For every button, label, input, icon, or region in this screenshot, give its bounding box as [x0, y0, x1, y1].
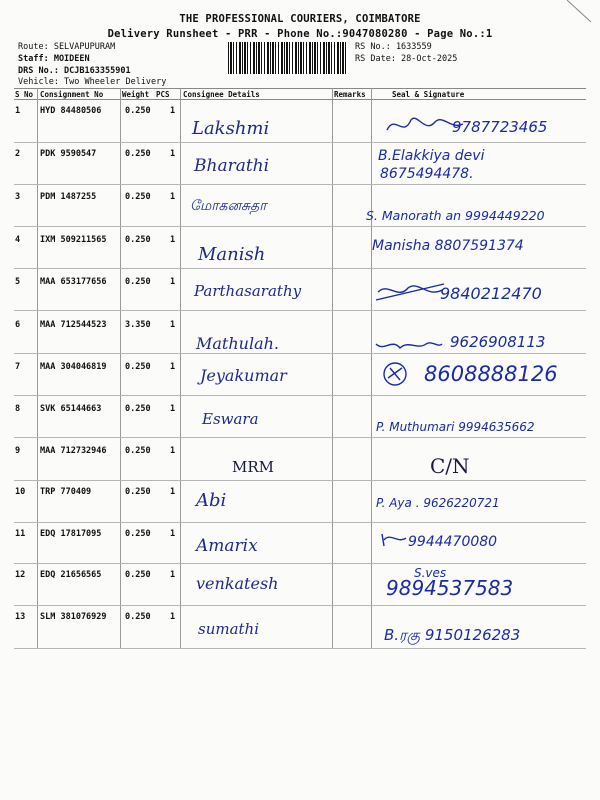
- col-seal: Seal & Signature: [392, 90, 465, 99]
- signature-text: P. Aya . 9626220721: [376, 496, 500, 510]
- cell-consignment: MAA 304046819: [40, 362, 107, 372]
- divider: [180, 88, 181, 648]
- consignee-name: மோகனசுதா: [190, 198, 267, 214]
- signature-phone: 8675494478.: [380, 166, 474, 182]
- cell-pcs: 1: [170, 487, 176, 497]
- row-divider: [14, 268, 586, 269]
- row-divider: [14, 437, 586, 438]
- table-bottom-border: [14, 648, 586, 649]
- row-divider: [14, 184, 586, 185]
- cell-pcs: 1: [170, 149, 176, 159]
- cell-pcs: 1: [170, 404, 176, 414]
- cell-sno: 2: [15, 149, 21, 159]
- cell-pcs: 1: [170, 277, 176, 287]
- corner-mark-icon: [565, 0, 595, 24]
- signature-scribble-icon: [374, 280, 446, 304]
- signature-text: S. Manorath an 9994449220: [366, 208, 545, 223]
- cell-consignment: TRP 770409: [40, 487, 92, 497]
- consignee-name: MRM: [232, 458, 275, 476]
- staff-label: Staff: MOIDEEN: [18, 54, 90, 64]
- consignee-name: Jeyakumar: [200, 366, 287, 385]
- col-sno: S No: [15, 90, 34, 99]
- cell-pcs: 1: [170, 570, 176, 580]
- cell-consignment: IXM 509211565: [40, 235, 107, 245]
- header-bottom-border: [14, 99, 586, 100]
- divider: [37, 88, 38, 648]
- cell-pcs: 1: [170, 192, 176, 202]
- cell-sno: 10: [15, 487, 26, 497]
- cell-sno: 7: [15, 362, 21, 372]
- divider: [371, 88, 372, 648]
- row-divider: [14, 563, 586, 564]
- row-divider: [14, 310, 586, 311]
- consignee-name: sumathi: [198, 620, 260, 638]
- rs-date: RS Date: 28-Oct-2025: [355, 54, 458, 64]
- cell-weight: 0.250: [125, 277, 151, 287]
- signature-text: 9944470080: [408, 534, 498, 550]
- col-consignee: Consignee Details: [183, 90, 260, 99]
- cell-pcs: 1: [170, 106, 176, 116]
- rs-number: RS No.: 1633559: [355, 42, 432, 52]
- cell-sno: 3: [15, 192, 21, 202]
- col-pcs: PCS: [156, 90, 170, 99]
- cell-pcs: 1: [170, 529, 176, 539]
- stamp-seal-icon: [380, 360, 410, 388]
- consignee-name: Abi: [196, 490, 227, 511]
- row-divider: [14, 226, 586, 227]
- col-remarks: Remarks: [334, 90, 366, 99]
- row-divider: [14, 605, 586, 606]
- signature-text: S.ves: [414, 566, 447, 580]
- signature-scribble-icon: [378, 530, 408, 550]
- row-divider: [14, 480, 586, 481]
- cell-consignment: PDM 1487255: [40, 192, 97, 202]
- divider: [332, 88, 333, 648]
- col-weight: Weight: [122, 90, 150, 99]
- consignee-name: Manish: [198, 244, 266, 265]
- cell-pcs: 1: [170, 612, 176, 622]
- consignee-name: Lakshmi: [192, 118, 270, 139]
- cell-consignment: MAA 653177656: [40, 277, 107, 287]
- signature-scribble-icon: [374, 336, 444, 354]
- drs-label: DRS No.: DCJB163355901: [18, 66, 131, 76]
- cell-pcs: 1: [170, 446, 176, 456]
- vehicle-label: Vehicle: Two Wheeler Delivery: [18, 77, 167, 87]
- cell-consignment: EDQ 21656565: [40, 570, 102, 580]
- cell-weight: 3.350: [125, 320, 151, 330]
- signature-phone: 9894537583: [386, 576, 514, 600]
- runsheet-subtitle: Delivery Runsheet - PRR - Phone No.:9047080280 - Page No.:1: [107, 28, 493, 40]
- signature-text: 9626908113: [450, 333, 546, 351]
- cell-weight: 0.250: [125, 446, 151, 456]
- cell-consignment: MAA 712732946: [40, 446, 107, 456]
- cell-weight: 0.250: [125, 235, 151, 245]
- consignee-name: Amarix: [196, 536, 258, 556]
- cell-sno: 11: [15, 529, 26, 539]
- consignee-name: Parthasarathy: [194, 282, 302, 300]
- cell-pcs: 1: [170, 362, 176, 372]
- row-divider: [14, 353, 586, 354]
- cell-sno: 13: [15, 612, 26, 622]
- cell-sno: 6: [15, 320, 21, 330]
- cell-consignment: SLM 381076929: [40, 612, 107, 622]
- cell-sno: 5: [15, 277, 21, 287]
- route-label: Route: SELVAPUPURAM: [18, 42, 116, 52]
- cell-sno: 12: [15, 570, 26, 580]
- row-divider: [14, 142, 586, 143]
- cell-weight: 0.250: [125, 106, 151, 116]
- cell-sno: 8: [15, 404, 21, 414]
- signature-text: Manisha 8807591374: [372, 238, 524, 254]
- cell-consignment: SVK 65144663: [40, 404, 102, 414]
- consignee-name: venkatesh: [196, 574, 279, 593]
- cell-weight: 0.250: [125, 192, 151, 202]
- consignee-name: Eswara: [202, 410, 259, 428]
- cell-weight: 0.250: [125, 570, 151, 580]
- cell-sno: 1: [15, 106, 21, 116]
- signature-text: 9787723465: [452, 118, 548, 136]
- cell-weight: 0.250: [125, 362, 151, 372]
- signature-text: 8608888126: [424, 362, 558, 386]
- cell-weight: 0.250: [125, 529, 151, 539]
- cell-weight: 0.250: [125, 149, 151, 159]
- signature-text: 9840212470: [440, 284, 542, 303]
- signature-text: P. Muthumari 9994635662: [376, 420, 535, 434]
- row-divider: [14, 522, 586, 523]
- table-top-border: [14, 88, 586, 89]
- cell-pcs: 1: [170, 235, 176, 245]
- cell-consignment: HYD 84480506: [40, 106, 102, 116]
- barcode: [228, 42, 348, 74]
- cell-sno: 9: [15, 446, 21, 456]
- row-divider: [14, 395, 586, 396]
- cell-sno: 4: [15, 235, 21, 245]
- cell-weight: 0.250: [125, 487, 151, 497]
- signature-text: B.ரகு 9150126283: [384, 626, 521, 644]
- divider: [120, 88, 121, 648]
- cell-consignment: PDK 9590547: [40, 149, 97, 159]
- cell-pcs: 1: [170, 320, 176, 330]
- col-consignment: Consignment No: [40, 90, 104, 99]
- consignee-name: Mathulah.: [196, 334, 280, 353]
- signature-text: C/N: [430, 454, 470, 478]
- company-title: THE PROFESSIONAL COURIERS, COIMBATORE: [179, 13, 421, 25]
- consignee-name: Bharathi: [194, 156, 270, 176]
- cell-weight: 0.250: [125, 612, 151, 622]
- cell-weight: 0.250: [125, 404, 151, 414]
- signature-text: B.Elakkiya devi: [378, 148, 485, 164]
- cell-consignment: EDQ 17817095: [40, 529, 102, 539]
- cell-consignment: MAA 712544523: [40, 320, 107, 330]
